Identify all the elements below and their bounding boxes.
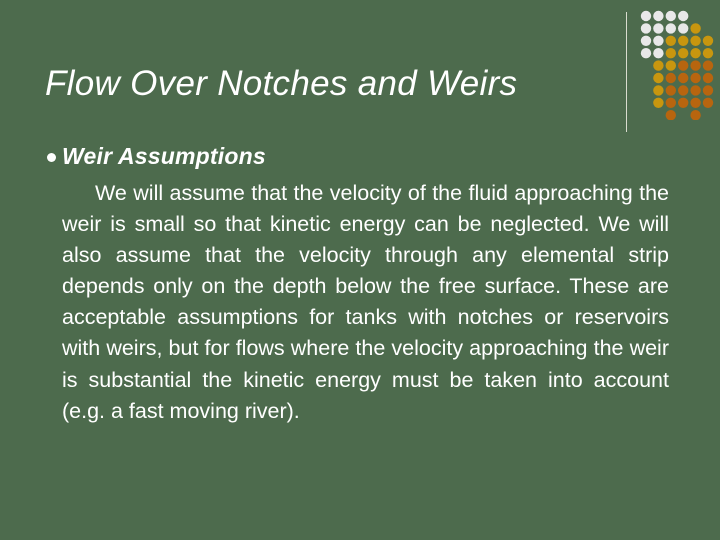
- decorative-dot: [678, 23, 688, 33]
- decorative-dot: [690, 98, 700, 108]
- decorative-dot: [678, 60, 688, 70]
- slide-title: Flow Over Notches and Weirs: [45, 64, 518, 103]
- title-divider: [626, 12, 627, 132]
- decorative-dot: [666, 110, 676, 120]
- decorative-dot: [666, 60, 676, 70]
- bullet-heading: Weir Assumptions: [62, 143, 266, 169]
- decorative-dot: [690, 36, 700, 46]
- decorative-dot: [690, 85, 700, 95]
- bullet-body-text: We will assume that the velocity of the fluid approaching the weir is small so that kinetic energy can be neglected. We will also assume that the velocity through any elemental strip depends only on the depth below the free surface. These are acceptable assumptions for tanks with notches or reservoirs with weirs, but for flows where the velocity approaching the weir is substantial the kinetic energy must be taken into account (e.g. a fast moving river).: [62, 181, 669, 423]
- decorative-dot: [678, 11, 688, 21]
- decorative-dot: [703, 48, 713, 58]
- decorative-dot: [690, 73, 700, 83]
- decorative-dot: [690, 48, 700, 58]
- decorative-dot: [653, 11, 663, 21]
- decorative-dot: [703, 60, 713, 70]
- decorative-dot: [653, 60, 663, 70]
- decorative-dot-grid: [640, 10, 720, 120]
- bullet-icon: [47, 153, 56, 162]
- decorative-dot: [666, 36, 676, 46]
- decorative-dot: [653, 36, 663, 46]
- decorative-dot: [641, 48, 651, 58]
- decorative-dot: [690, 23, 700, 33]
- decorative-dot: [678, 73, 688, 83]
- decorative-dot: [703, 98, 713, 108]
- decorative-dot: [690, 110, 700, 120]
- decorative-dot: [653, 73, 663, 83]
- decorative-dot: [666, 11, 676, 21]
- decorative-dot: [703, 85, 713, 95]
- decorative-dot: [703, 36, 713, 46]
- bullet-item: [47, 143, 266, 170]
- decorative-dot: [641, 23, 651, 33]
- decorative-dot: [678, 36, 688, 46]
- decorative-dot: [666, 98, 676, 108]
- decorative-dot: [703, 73, 713, 83]
- decorative-dot: [678, 48, 688, 58]
- decorative-dot: [641, 36, 651, 46]
- decorative-dot: [666, 48, 676, 58]
- decorative-dot: [666, 73, 676, 83]
- decorative-dot: [690, 60, 700, 70]
- decorative-dot: [666, 85, 676, 95]
- decorative-dot: [653, 23, 663, 33]
- decorative-dot: [653, 85, 663, 95]
- decorative-dot: [641, 11, 651, 21]
- decorative-dot: [666, 23, 676, 33]
- decorative-dot: [678, 85, 688, 95]
- decorative-dot: [678, 98, 688, 108]
- decorative-dot: [653, 48, 663, 58]
- decorative-dot: [653, 98, 663, 108]
